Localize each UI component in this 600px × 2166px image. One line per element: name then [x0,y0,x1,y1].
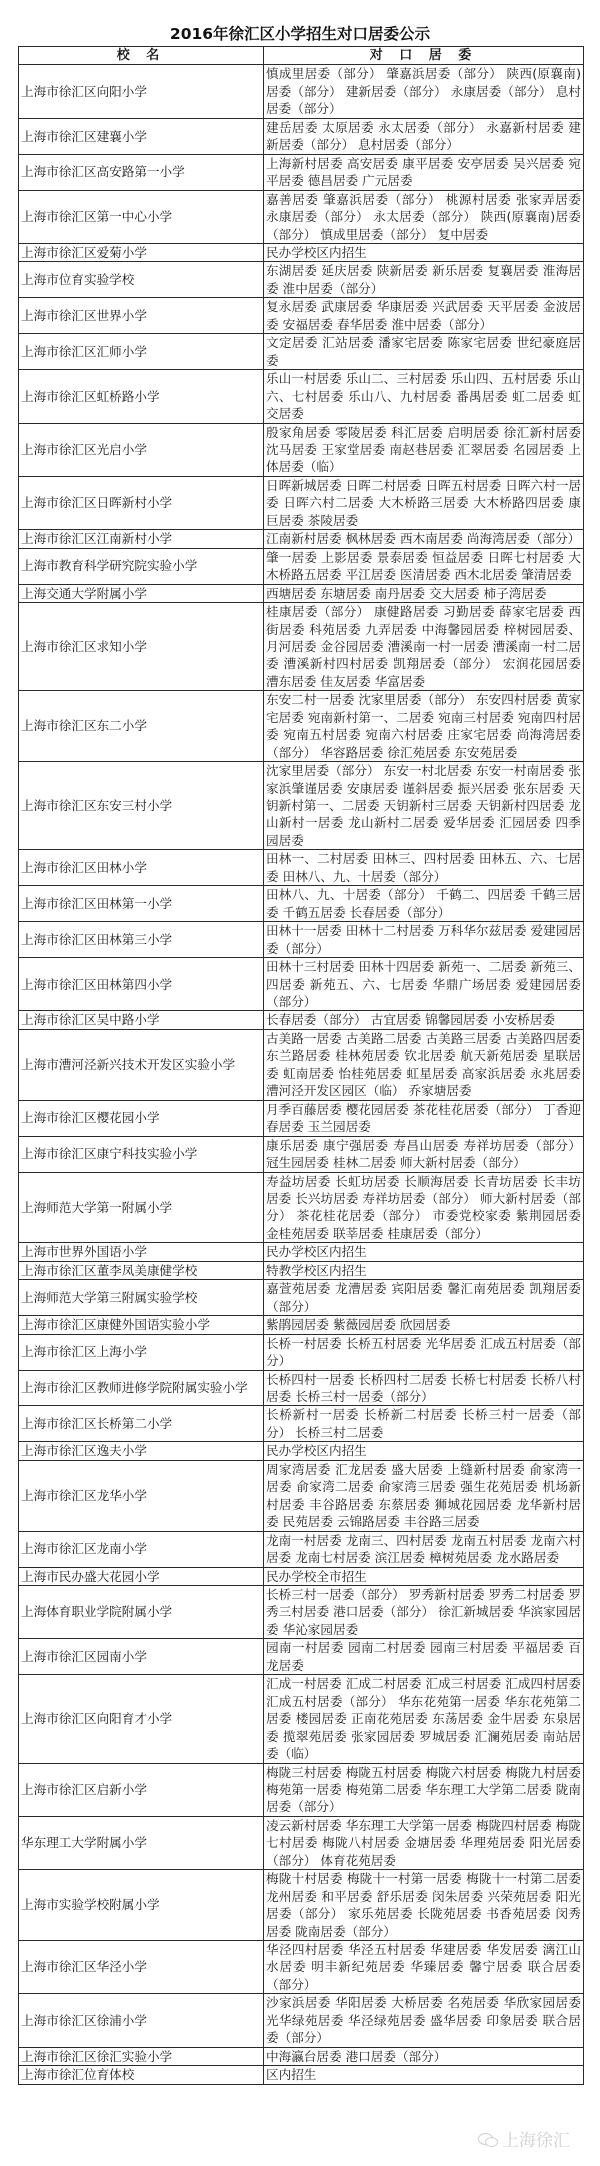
school-name-cell: 上海市徐汇区爱菊小学 [19,243,264,261]
table-row [19,1316,584,1334]
table-row [19,1100,584,1136]
residential-committee-cell: 长春居委（部分） 古宜居委 锦馨园居委 小安桥居委 [264,1011,584,1029]
residential-committee-cell: 沙家浜居委 华阳居委 大桥居委 名苑居委 华欣家园居委 光华绿苑居委 华泾绿苑居委 盛华居委 印象居委 联合居委（部分） [264,1994,584,2047]
table-row [19,1675,584,1763]
school-name-cell: 上海市徐汇区向阳小学 [19,65,264,118]
enrollment-table [18,46,584,2085]
residential-committee-cell: 建岳居委 太原居委 永太居委（部分） 永嘉新村居委 建新居委（部分） 息村居委（部分） [264,118,584,154]
table-row [19,691,584,762]
school-name-cell: 上海市徐汇区日晖新村小学 [19,476,264,529]
residential-committee-cell: 龙南一村居委 龙南三、四村居委 龙南五村居委 龙南六村居委 龙南七村居委 滨江居委 樟树苑居委 龙水路居委 [264,1531,584,1567]
school-name-cell: 上海市徐汇区逸夫小学 [19,1442,264,1460]
table-row [19,2047,584,2065]
school-name-cell: 华东理工大学附属小学 [19,1816,264,1869]
table-row [19,1763,584,1816]
residential-committee-cell: 特教学校区内招生 [264,1261,584,1279]
school-name-cell: 上海市徐汇区江南新村小学 [19,530,264,548]
school-name-cell: 上海市徐汇区汇师小学 [19,334,264,370]
residential-committee-cell: 梅陇十村居委 梅陇十一村第一居委 梅陇十一村第二居委 龙州居委 和平居委 舒乐居委 闵朱居委 兴荣苑居委 阳光居委（部分） 家乐苑居委 长陇苑居委 书香苑居委 闵秀居委 陇南居委（部分） [264,1870,584,1941]
school-name-cell: 上海市徐汇区求知小学 [19,603,264,691]
table-row [19,1280,584,1316]
residential-committee-cell: 田林八、九、十居委（部分） 千鹤二、四居委 千鹤三居委 千鹤五居委 长春居委（部分） [264,886,584,922]
school-name-cell: 上海市徐汇区建襄小学 [19,118,264,154]
school-name-cell: 上海市徐汇区第一中心小学 [19,190,264,243]
table-row [19,958,584,1011]
table-row [19,1585,584,1638]
school-name-cell: 上海市教育科学研究院实验小学 [19,548,264,584]
residential-committee-cell: 长桥新村一居委 长桥新二村居委 长桥三村一居委（部分） 长桥三村二居委 [264,1406,584,1442]
residential-committee-cell: 民办学校区内招生 [264,1442,584,1460]
school-name-cell: 上海市漕河泾新兴技术开发区实验小学 [19,1029,264,1100]
school-name-cell: 上海市徐汇区龙南小学 [19,1531,264,1567]
school-name-cell: 上海市徐汇区光启小学 [19,423,264,476]
residential-committee-cell: 上海新村居委 高安居委 康平居委 安亭居委 吴兴居委 宛平居委 德昌居委 广元居委 [264,154,584,190]
table-row [19,530,584,548]
residential-committee-cell: 寿益坊居委 长虹坊居委 长顺海居委 长青坊居委 长丰坊居委 长兴坊居委 寿祥坊居委（部分） 师大新村居委（部分） 茶花桂花居委（部分） 市委党校家委 紫荆园居委 金桂苑居委 联莘居委 桂康居委（部分） [264,1172,584,1243]
table-row [19,476,584,529]
school-name-cell: 上海市徐汇区东安三村小学 [19,762,264,850]
school-name-cell: 上海市徐汇区教师进修学院附属实验小学 [19,1370,264,1406]
table-row [19,1994,584,2047]
residential-committee-cell: 田林十一居委 田林十二村居委 万科华尔兹居委 爱建园居委（部分） [264,922,584,958]
residential-committee-cell: 西塘居委 东塘居委 南丹居委 交大居委 柿子湾居委 [264,584,584,602]
header-school-name: 校 名 [19,47,264,65]
school-name-cell: 上海市徐汇区田林第一小学 [19,886,264,922]
school-name-cell: 上海市徐汇区高安路第一小学 [19,154,264,190]
table-row [19,1243,584,1261]
table-row [19,584,584,602]
school-name-cell: 上海市徐汇区田林小学 [19,850,264,886]
school-name-cell: 上海市徐汇区董李凤美康健学校 [19,1261,264,1279]
residential-committee-cell: 复永居委 武康居委 华康居委 兴武居委 天平居委 金波居委 安福居委 春华居委 淮中居委（部分） [264,298,584,334]
school-name-cell: 上海市徐汇区上海小学 [19,1334,264,1370]
school-name-cell: 上海市徐汇区龙华小学 [19,1460,264,1531]
school-name-cell: 上海市徐汇区启新小学 [19,1763,264,1816]
residential-committee-cell: 汇成一村居委 汇成二村居委 汇成三村居委 汇成四村居委 汇成五村居委（部分） 华东花苑第一居委 华东花苑第二居委 楼园居委 正南花苑居委 东荡居委 金牛居委 东泉居委 揽翠苑居委 张家园居委 罗城居委 汇澜苑居委 南站居委（临） [264,1675,584,1763]
residential-committee-cell: 肇一居委 上影居委 景泰居委 恒益居委 日晖七村居委 大木桥路五居委 平江居委 医清居委 西木北居委 肇清居委 [264,548,584,584]
table-row [19,65,584,118]
table-row [19,1136,584,1172]
residential-committee-cell: 园南一村居委 园南二村居委 园南三村居委 平福居委 百龙居委 [264,1639,584,1675]
header-residential-committee: 对 口 居 委 [264,47,584,65]
table-row [19,423,584,476]
residential-committee-cell: 慎成里居委（部分） 肇嘉浜居委（部分） 陕西(原襄南)居委（部分） 建新居委（部分） 永康居委（部分） 息村居委（部分） [264,65,584,118]
table-row [19,1460,584,1531]
table-row [19,548,584,584]
residential-committee-cell: 东安二村一居委 沈家里居委（部分） 东安四村居委 黄家宅居委 宛南新村第一、二居委 宛南三村居委 宛南四村居委 宛南五村居委 宛南六村居委 庄家宅居委 尚海湾居委（部分） 华容路居委 徐汇苑居委 东安苑居委 [264,691,584,762]
table-row [19,118,584,154]
table-row [19,1816,584,1869]
residential-committee-cell: 民办学校全市招生 [264,1567,584,1585]
school-name-cell: 上海体育职业学院附属小学 [19,1585,264,1638]
table-row [19,190,584,243]
school-name-cell: 上海市徐汇区长桥第二小学 [19,1406,264,1442]
school-name-cell: 上海市徐汇区徐汇实验小学 [19,2047,264,2065]
residential-committee-cell: 康乐居委 康宁强居委 寿昌山居委 寿祥坊居委（部分） 冠生园居委 桂林二居委 师大新村居委（部分） [264,1136,584,1172]
school-name-cell: 上海市徐汇位育体校 [19,2066,264,2084]
residential-committee-cell: 田林一、二村居委 田林三、四村居委 田林五、六、七居委 田林八、九、十居委（部分） [264,850,584,886]
residential-committee-cell: 桂康居委（部分） 康健路居委 习勤居委 薛家宅居委 西街居委 科苑居委 九弄居委 中海馨园居委 梓树园居委、月河居委 金谷园居委 漕溪南一村一居委 漕溪南一村二居委 漕溪新村四村居委 凯翔居委（部分） 宏润花园居委 漕东居委 佳友居委 华富居委 [264,603,584,691]
table-row [19,2066,584,2084]
school-name-cell: 上海师范大学第三附属实验学校 [19,1280,264,1316]
residential-committee-cell: 民办学校区内招生 [264,1243,584,1261]
school-name-cell: 上海市民办盛大花园小学 [19,1567,264,1585]
table-row [19,1442,584,1460]
table-row [19,1011,584,1029]
table-header-row [19,47,584,65]
residential-committee-cell: 区内招生 [264,2066,584,2084]
residential-committee-cell: 乐山一村居委 乐山二、三村居委 乐山四、五村居委 乐山六、七村居委 乐山八、九村居委 番禺居委 虹二居委 虹交居委 [264,370,584,423]
table-row [19,762,584,850]
table-row [19,1334,584,1370]
page-title: 2016年徐汇区小学招生对口居委公示 [169,25,431,43]
school-name-cell: 上海市徐汇区世界小学 [19,298,264,334]
school-name-cell: 上海市徐汇区东二小学 [19,691,264,762]
table-row [19,298,584,334]
residential-committee-cell: 日晖新城居委 日晖二村居委 日晖五村居委 日晖六村一居委 日晖六村二居委 大木桥路三居委 大木桥路四居委 康巨居委 茶陵居委 [264,476,584,529]
school-name-cell: 上海师范大学第一附属小学 [19,1172,264,1243]
residential-committee-cell: 嘉萱苑居委 龙漕居委 宾阳居委 馨汇南苑居委 凯翔居委（部分） [264,1280,584,1316]
table-row [19,334,584,370]
residential-committee-cell: 沈家里居委（部分） 东安一村北居委 东安一村南居委 张家浜肇谨居委 安康居委 谨斜居委 振兴居委 张东居委 天钥新村第一、二居委 天钥新村三居委 天钥新村四居委 龙山新村一居委 龙山新村二居委 爱华居委 汇园居委 四季园居委 [264,762,584,850]
school-name-cell: 上海市徐汇区向阳育才小学 [19,1675,264,1763]
school-name-cell: 上海市实验学校附属小学 [19,1870,264,1941]
watermark [478,2126,570,2151]
watermark-text: 上海徐汇 [502,2131,570,2151]
table-row [19,1172,584,1243]
school-name-cell: 上海市徐汇区田林第三小学 [19,922,264,958]
school-name-cell: 上海市徐汇区园南小学 [19,1639,264,1675]
residential-committee-cell: 古美路一居委 古美路二居委 古美路三居委 古美路四居委 东兰路居委 桂林苑居委 钦北居委 航天新苑居委 星联居委 虹南居委 怡桂苑居委 虹星居委 高家浜居委 永兆居委 漕河泾开发区园区（临） 乔家塘居委 [264,1029,584,1100]
residential-committee-cell: 长桥四村一居委 长桥四村二居委 长桥七村居委 长桥八村居委 长桥三村一居委（部分） [264,1370,584,1406]
residential-committee-cell: 文定居委 汇站居委 潘家宅居委 陈家宅居委 世纪豪庭居委 [264,334,584,370]
table-row [19,1531,584,1567]
table-row [19,154,584,190]
school-name-cell: 上海市徐汇区虹桥路小学 [19,370,264,423]
table-row [19,1261,584,1279]
school-name-cell: 上海市位育实验学校 [19,262,264,298]
table-row [19,1567,584,1585]
residential-committee-cell: 梅陇三村居委 梅陇五村居委 梅陇六村居委 梅陇九村居委 梅苑第一居委 梅苑第二居委 华东理工大学第二居委 陇南居委（部分） [264,1763,584,1816]
school-name-cell: 上海市徐汇区康健外国语实验小学 [19,1316,264,1334]
table-row [19,1870,584,1941]
residential-committee-cell: 江南新村居委 枫林居委 西木南居委 尚海湾居委（部分） [264,530,584,548]
school-name-cell: 上海市徐汇区华泾小学 [19,1941,264,1994]
table-row [19,1370,584,1406]
residential-committee-cell: 长桥一村居委 长桥五村居委 光华居委 汇成五村居委（部分） [264,1334,584,1370]
school-name-cell: 上海交通大学附属小学 [19,584,264,602]
residential-committee-cell: 田林十三村居委 田林十四居委 新苑一、二居委 新苑三、四居委 新苑五、六、七居委 华鼎广场居委 爱建园居委（部分） [264,958,584,1011]
residential-committee-cell: 殷家角居委 零陵居委 科汇居委 启明居委 徐汇新村居委 沈马居委 王家堂居委 南赵巷居委 汇翠居委 名园居委 上体居委（临） [264,423,584,476]
table-row [19,603,584,691]
table-row [19,922,584,958]
table-row [19,1941,584,1994]
school-name-cell: 上海市徐汇区田林第四小学 [19,958,264,1011]
residential-committee-cell: 凌云新村居委 华东理工大学第一居委 梅陇四村居委 梅陇七村居委 梅陇八村居委 金塘居委 华理苑居委 阳光居委（部分） 体育花苑居委 [264,1816,584,1869]
school-name-cell: 上海市徐汇区樱花园小学 [19,1100,264,1136]
table-row [19,370,584,423]
residential-committee-cell: 长桥三村一居委（部分） 罗秀新村居委 罗秀二村居委 罗秀三村居委 港口居委（部分） 徐汇新城居委 华滨家园居委 华沁家园居委 [264,1585,584,1638]
residential-committee-cell: 月季百藤居委 樱花园居委 茶花桂花居委（部分） 丁香迎春居委 玉兰园居委 [264,1100,584,1136]
table-row [19,1406,584,1442]
school-name-cell: 上海市徐汇区康宁科技实验小学 [19,1136,264,1172]
residential-committee-cell: 周家湾居委 汇龙居委 盛大居委 上缝新村居委 俞家湾一居委 俞家湾二居委 俞家湾三居委 强生花苑居委 机场新村居委 丰谷路居委 东蔡居委 狮城花园居委 龙华新村居委 民苑居委 云锦路居委 丰谷路三居委 [264,1460,584,1531]
residential-committee-cell: 华泾四村居委 华泾五村居委 华建居委 华发居委 漓江山水居委 明丰新纪苑居委 华臻居委 馨宁居委 联合居委（部分） [264,1941,584,1994]
table-row [19,886,584,922]
residential-committee-cell: 中海瀛台居委 港口居委（部分） [264,2047,584,2065]
residential-committee-cell: 东湖居委 延庆居委 陕新居委 新乐居委 复襄居委 淮海居委 淮中居委（部分） [264,262,584,298]
residential-committee-cell: 嘉善居委 肇嘉浜居委（部分） 桃源村居委 张家弄居委 永康居委（部分） 永太居委（部分） 陕西(原襄南)居委（部分） 慎成里居委（部分） 复中居委 [264,190,584,243]
table-row [19,262,584,298]
table-row [19,850,584,886]
school-name-cell: 上海市徐汇区吴中路小学 [19,1011,264,1029]
school-name-cell: 上海市世界外国语小学 [19,1243,264,1261]
residential-committee-cell: 紫鹃园居委 紫薇园居委 欣园居委 [264,1316,584,1334]
school-name-cell: 上海市徐汇区徐浦小学 [19,1994,264,2047]
table-row [19,1639,584,1675]
table-row [19,243,584,261]
wechat-icon [478,2131,498,2147]
table-row [19,1029,584,1100]
residential-committee-cell: 民办学校区内招生 [264,243,584,261]
